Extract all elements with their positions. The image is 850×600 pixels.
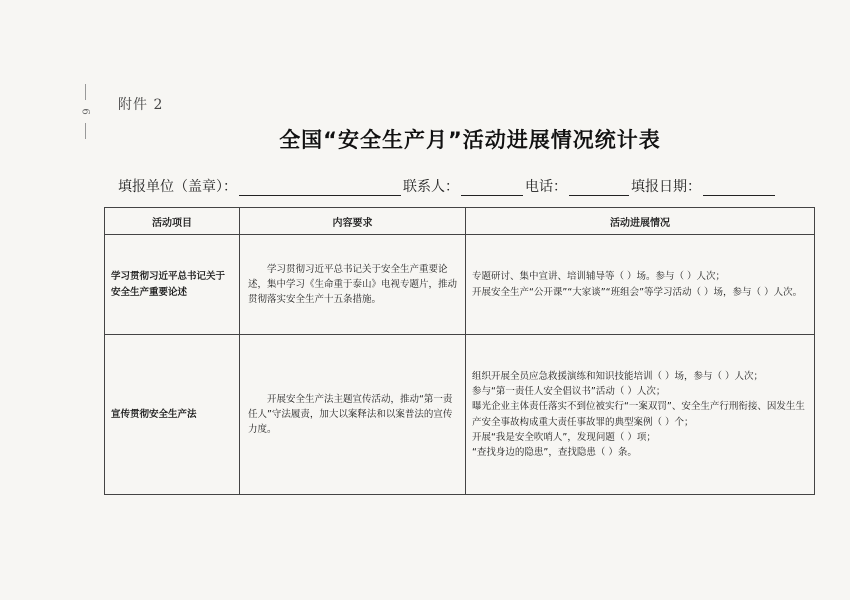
divider	[85, 84, 86, 100]
contact-label: 联系人：	[403, 179, 459, 195]
progress-line: 开展“我是安全吹哨人”，发现问题（ ）项；	[472, 431, 656, 443]
requirement-cell: 开展安全生产法主题宣传活动，推动“第一责任人”守法履责，加大以案释法和以案普法的宣传力度。	[240, 335, 466, 495]
date-blank[interactable]	[703, 181, 775, 196]
header-progress: 活动进展情况	[466, 208, 815, 235]
phone-label: 电话：	[525, 179, 567, 195]
activity-item-cell: 学习贯彻习近平总书记关于安全生产重要论述	[105, 235, 240, 335]
statistics-table	[104, 207, 815, 495]
unit-blank[interactable]	[239, 181, 401, 196]
date-label: 填报日期：	[631, 179, 701, 195]
unit-label: 填报单位（盖章）：	[118, 179, 237, 195]
page-number-value: 6	[79, 108, 91, 115]
progress-cell[interactable]	[466, 335, 815, 495]
progress-line: 专题研讨、集中宣讲、培训辅导等（ ）场。参与（ ）人次；	[472, 271, 726, 283]
page-title: 全国“安全生产月”活动进展情况统计表	[279, 128, 661, 152]
progress-line: 曝光企业主体责任落实不到位被实行“一案双罚”、安全生产行刑衔接、因发生生产安全事故构成重大责任事故罪的典型案例（ ）个；	[472, 401, 805, 428]
progress-line: 组织开展全员应急救援演练和知识技能培训（ ）场，参与（ ）人次；	[472, 370, 764, 382]
form-fields-row	[118, 176, 818, 196]
activity-item-cell: 宣传贯彻安全生产法	[105, 335, 240, 495]
progress-line: 参与“第一责任人安全倡议书”活动（ ）人次；	[472, 386, 666, 398]
header-activity-item: 活动项目	[105, 208, 240, 235]
header-requirement: 内容要求	[240, 208, 466, 235]
table-header-row	[105, 208, 815, 235]
progress-cell[interactable]	[466, 235, 815, 335]
table-row	[105, 335, 815, 495]
phone-blank[interactable]	[569, 181, 629, 196]
contact-blank[interactable]	[461, 181, 523, 196]
attachment-label: 附件 2	[118, 97, 164, 113]
progress-line: 开展安全生产“公开课”“大家谈”“班组会”等学习活动（ ）场，参与（ ）人次。	[472, 286, 803, 298]
progress-line: “查找身边的隐患”，查找隐患（ ）条。	[472, 446, 637, 458]
table-row	[105, 235, 815, 335]
requirement-cell: 学习贯彻习近平总书记关于安全生产重要论述，集中学习《生命重于泰山》电视专题片，推动贯彻落实安全生产十五条措施。	[240, 235, 466, 335]
